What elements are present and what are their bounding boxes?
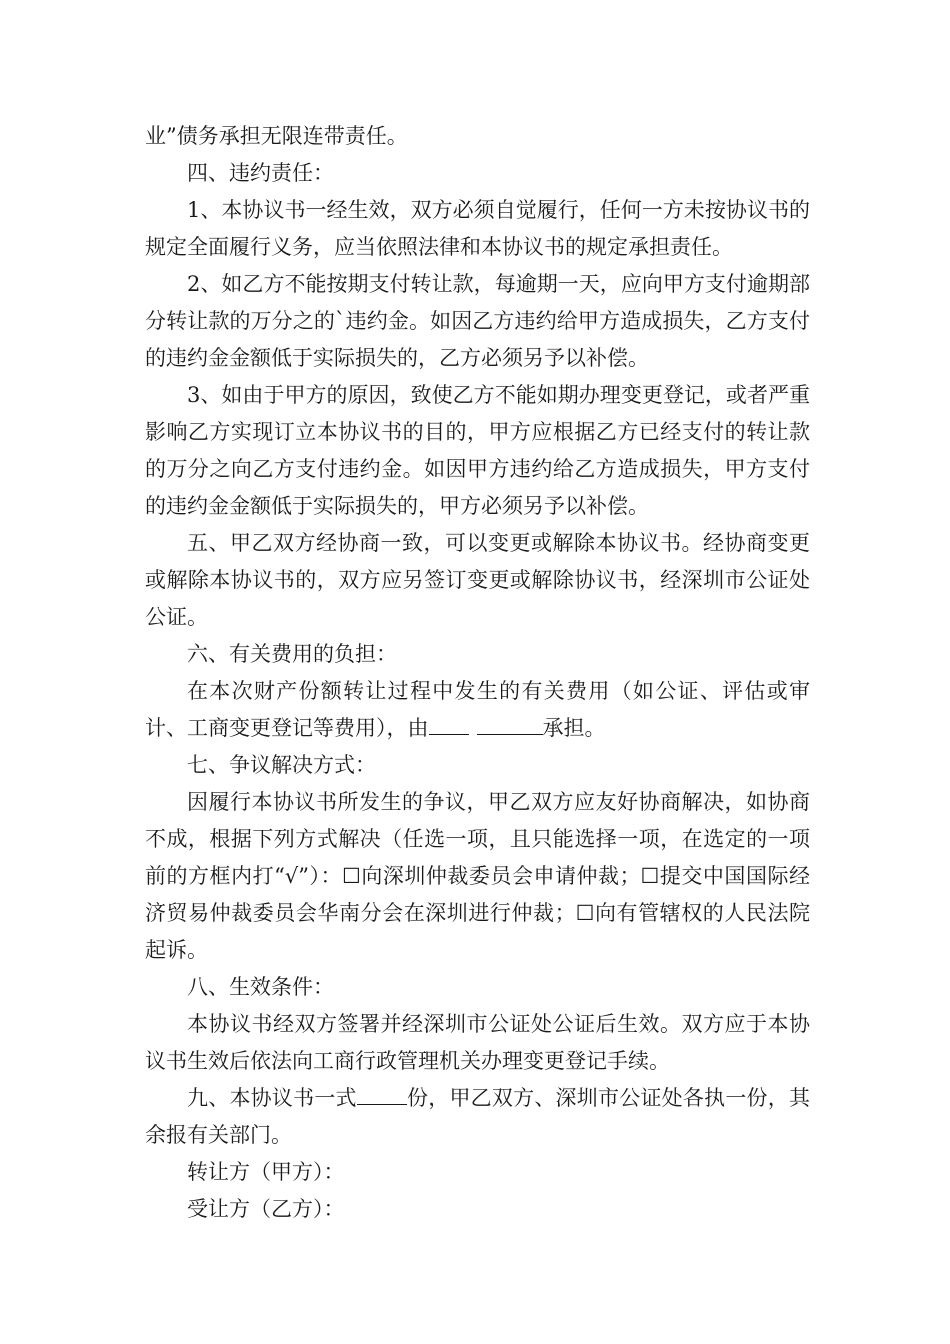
clause-4-2: 2、如乙方不能按期支付转让款，每逾期一天，应向甲方支付逾期部分转让款的万分之的`违约金。如因乙方违约给甲方造成损失，乙方支付的违约金金额低于实际损失的，乙方必须另予以补偿。 [145, 272, 810, 370]
copies-count-blank[interactable] [357, 1082, 407, 1105]
fees-text-before: 在本次财产份额转让过程中发生的有关费用（如公证、评估或审计、工商变更登记等费用），由 [145, 679, 810, 740]
clause-4-3: 3、如由于甲方的原因，致使乙方不能如期办理变更登记，或者严重影响乙方实现订立本协议书的目的，甲方应根据乙方已经支付的转让款的万分之向乙方支付违约金。如因甲方违约给乙方造成损失，甲方支付的违约金金额低于实际损失的，甲方必须另予以补偿。 [145, 383, 810, 518]
signature-transferor: 转让方（甲方）： [187, 1160, 345, 1184]
clause-5-modification: 五、甲乙双方经协商一致，可以变更或解除本协议书。经协商变更或解除本协议书的，双方应另签订变更或解除协议书，经深圳市公证处公证。 [145, 531, 810, 629]
heading-effective-conditions: 八、生效条件： [187, 975, 334, 999]
clause-7-dispute: 因履行本协议书所发生的争议，甲乙双方应友好协商解决，如协商不成，根据下列方式解决（任选一项，且只能选择一项，在选定的一项前的方框内打“√”）：☐向深圳仲裁委员会申请仲裁；☐提交中国国际经济贸易仲裁委员会华南分会在深圳进行仲裁；☐向有管辖权的人民法院起诉。 [145, 790, 810, 962]
copies-text-after: 份，甲乙双方、深圳市公证处各执一份，其余报有关部门。 [145, 1086, 811, 1147]
fees-payer-blank-2[interactable] [477, 712, 543, 735]
clause-8-effective: 本协议书经双方签署并经深圳市公证处公证后生效。双方应于本协议书生效后依法向工商行政管理机关办理变更登记手续。 [145, 1012, 810, 1073]
heading-breach-liability: 四、违约责任： [187, 161, 334, 185]
clause-9-copies [145, 1080, 810, 1154]
document-body [145, 118, 810, 1228]
clause-4-1: 1、本协议书一经生效，双方必须自觉履行，任何一方未按协议书的规定全面履行义务，应当依照法律和本协议书的规定承担责任。 [145, 198, 810, 259]
fees-text-after: 承担。 [542, 716, 606, 740]
fees-payer-blank[interactable] [429, 712, 469, 735]
paragraph-liability-tail: 业”债务承担无限连带责任。 [145, 124, 408, 148]
heading-fees: 六、有关费用的负担： [187, 642, 397, 666]
copies-text-before: 九、本协议书一式 [187, 1086, 357, 1110]
signature-transferee: 受让方（乙方）： [187, 1197, 345, 1221]
heading-dispute-resolution: 七、争议解决方式： [187, 753, 376, 777]
clause-6-fees [145, 673, 810, 747]
